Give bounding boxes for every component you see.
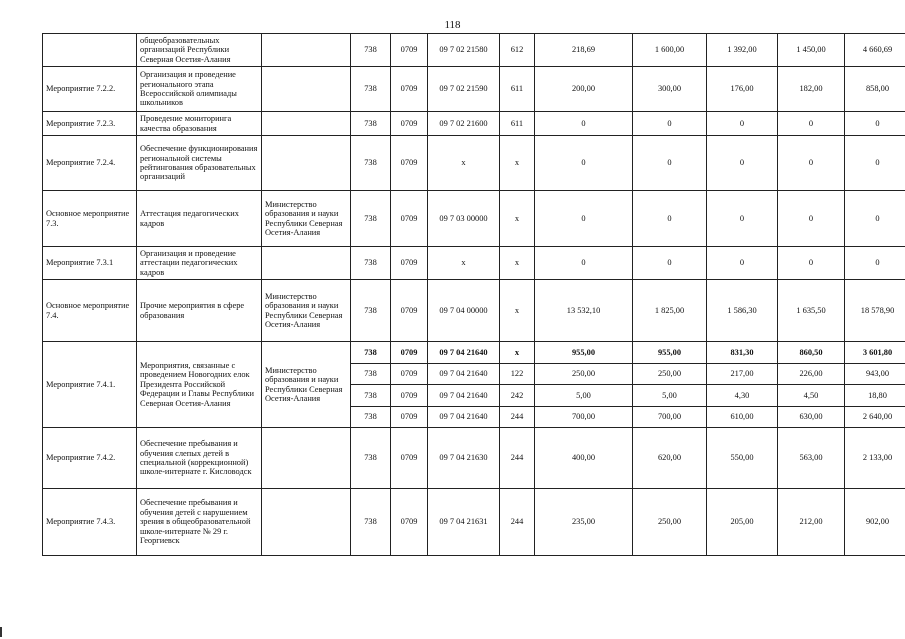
- activity-description-cell: общеобразовательных организаций Республики Северная Осетия-Алания: [137, 34, 262, 67]
- table-row: [43, 489, 905, 556]
- activity-name-cell: Мероприятие 7.4.3.: [43, 489, 137, 556]
- expense-type-cell: 122: [500, 364, 535, 385]
- expense-type-cell: 242: [500, 385, 535, 407]
- year3-cell: 0: [707, 136, 778, 191]
- total-cell: 902,00: [845, 489, 905, 556]
- year1-cell: 0: [535, 191, 633, 247]
- activity-name-cell: Основное мероприятие 7.4.: [43, 280, 137, 342]
- expense-type-cell: 244: [500, 489, 535, 556]
- target-article-cell: 09 7 02 21580: [428, 34, 500, 67]
- year4-cell: 0: [778, 136, 845, 191]
- total-cell: 4 660,69: [845, 34, 905, 67]
- grbs-cell: 738: [351, 34, 391, 67]
- year1-cell: 250,00: [535, 364, 633, 385]
- expense-type-cell: x: [500, 280, 535, 342]
- year1-cell: 5,00: [535, 385, 633, 407]
- year2-cell: 955,00: [633, 342, 707, 364]
- activity-description-cell: Организация и проведение аттестации педагогических кадров: [137, 247, 262, 280]
- section-cell: 0709: [391, 34, 428, 67]
- grbs-cell: 738: [351, 191, 391, 247]
- year4-cell: 860,50: [778, 342, 845, 364]
- table-row: [43, 191, 905, 247]
- year4-cell: 0: [778, 247, 845, 280]
- target-article-cell: 09 7 02 21590: [428, 67, 500, 112]
- target-article-cell: 09 7 04 00000: [428, 280, 500, 342]
- section-cell: 0709: [391, 247, 428, 280]
- year2-cell: 0: [633, 136, 707, 191]
- year4-cell: 4,50: [778, 385, 845, 407]
- executor-cell: [262, 34, 351, 67]
- activity-description-cell: Мероприятия, связанные с проведением Новогодних елок Президента Российской Федерации и Главы Республики Северная Осетия-Алания: [137, 342, 262, 428]
- total-cell: 0: [845, 191, 905, 247]
- expense-type-cell: x: [500, 136, 535, 191]
- target-article-cell: 09 7 04 21631: [428, 489, 500, 556]
- year2-cell: 700,00: [633, 407, 707, 428]
- year1-cell: 218,69: [535, 34, 633, 67]
- section-cell: 0709: [391, 489, 428, 556]
- year2-cell: 1 600,00: [633, 34, 707, 67]
- total-cell: 858,00: [845, 67, 905, 112]
- year2-cell: 620,00: [633, 428, 707, 489]
- target-article-cell: 09 7 04 21640: [428, 407, 500, 428]
- year3-cell: 217,00: [707, 364, 778, 385]
- year1-cell: 0: [535, 136, 633, 191]
- total-cell: 2 133,00: [845, 428, 905, 489]
- section-cell: 0709: [391, 136, 428, 191]
- year2-cell: 300,00: [633, 67, 707, 112]
- target-article-cell: 09 7 04 21640: [428, 342, 500, 364]
- section-cell: 0709: [391, 364, 428, 385]
- activity-description-cell: Обеспечение функционирования региональной системы рейтингования образовательных организаций: [137, 136, 262, 191]
- year1-cell: 955,00: [535, 342, 633, 364]
- grbs-cell: 738: [351, 280, 391, 342]
- expense-type-cell: x: [500, 247, 535, 280]
- grbs-cell: 738: [351, 136, 391, 191]
- year1-cell: 200,00: [535, 67, 633, 112]
- executor-cell: [262, 136, 351, 191]
- year2-cell: 0: [633, 247, 707, 280]
- year1-cell: 700,00: [535, 407, 633, 428]
- year3-cell: 550,00: [707, 428, 778, 489]
- grbs-cell: 738: [351, 247, 391, 280]
- target-article-cell: 09 7 04 21630: [428, 428, 500, 489]
- executor-cell: [262, 489, 351, 556]
- year4-cell: 226,00: [778, 364, 845, 385]
- total-cell: 943,00: [845, 364, 905, 385]
- section-cell: 0709: [391, 342, 428, 364]
- target-article-cell: 09 7 04 21640: [428, 385, 500, 407]
- section-cell: 0709: [391, 385, 428, 407]
- table-row: [43, 112, 905, 136]
- activity-name-cell: [43, 34, 137, 67]
- total-cell: 3 601,80: [845, 342, 905, 364]
- table-row: [43, 342, 905, 364]
- activity-name-cell: Мероприятие 7.2.3.: [43, 112, 137, 136]
- target-article-cell: x: [428, 136, 500, 191]
- activity-description-cell: Организация и проведение регионального этапа Всероссийской олимпиады школьников: [137, 67, 262, 112]
- table-row: [43, 280, 905, 342]
- grbs-cell: 738: [351, 112, 391, 136]
- year2-cell: 250,00: [633, 364, 707, 385]
- year4-cell: 1 635,50: [778, 280, 845, 342]
- year2-cell: 1 825,00: [633, 280, 707, 342]
- table-row: [43, 247, 905, 280]
- year1-cell: 235,00: [535, 489, 633, 556]
- grbs-cell: 738: [351, 364, 391, 385]
- year3-cell: 831,30: [707, 342, 778, 364]
- activity-name-cell: Мероприятие 7.2.4.: [43, 136, 137, 191]
- executor-cell: Министерство образования и науки Республики Северная Осетия-Алания: [262, 342, 351, 428]
- grbs-cell: 738: [351, 342, 391, 364]
- activity-name-cell: Мероприятие 7.3.1: [43, 247, 137, 280]
- grbs-cell: 738: [351, 385, 391, 407]
- total-cell: 0: [845, 247, 905, 280]
- activity-description-cell: Прочие мероприятия в сфере образования: [137, 280, 262, 342]
- year1-cell: 13 532,10: [535, 280, 633, 342]
- executor-cell: [262, 112, 351, 136]
- year3-cell: 1 392,00: [707, 34, 778, 67]
- year2-cell: 5,00: [633, 385, 707, 407]
- activity-description-cell: Обеспечение пребывания и обучения слепых детей в специальной (коррекционной) школе-интернате г. Кисловодск: [137, 428, 262, 489]
- budget-table: [42, 33, 905, 556]
- scan-edge-mark: [0, 627, 2, 637]
- target-article-cell: x: [428, 247, 500, 280]
- year4-cell: 630,00: [778, 407, 845, 428]
- year3-cell: 176,00: [707, 67, 778, 112]
- expense-type-cell: 244: [500, 428, 535, 489]
- section-cell: 0709: [391, 428, 428, 489]
- executor-cell: [262, 428, 351, 489]
- expense-type-cell: 244: [500, 407, 535, 428]
- grbs-cell: 738: [351, 428, 391, 489]
- expense-type-cell: 611: [500, 67, 535, 112]
- year4-cell: 0: [778, 112, 845, 136]
- activity-name-cell: Мероприятие 7.2.2.: [43, 67, 137, 112]
- total-cell: 0: [845, 136, 905, 191]
- table-row: [43, 428, 905, 489]
- table-row: [43, 136, 905, 191]
- year4-cell: 212,00: [778, 489, 845, 556]
- expense-type-cell: 612: [500, 34, 535, 67]
- total-cell: 18,80: [845, 385, 905, 407]
- section-cell: 0709: [391, 407, 428, 428]
- expense-type-cell: x: [500, 191, 535, 247]
- activity-name-cell: Мероприятие 7.4.2.: [43, 428, 137, 489]
- target-article-cell: 09 7 03 00000: [428, 191, 500, 247]
- expense-type-cell: 611: [500, 112, 535, 136]
- executor-cell: [262, 67, 351, 112]
- table-row: [43, 34, 905, 67]
- expense-type-cell: x: [500, 342, 535, 364]
- total-cell: 18 578,90: [845, 280, 905, 342]
- table-row: [43, 67, 905, 112]
- year3-cell: 610,00: [707, 407, 778, 428]
- year3-cell: 1 586,30: [707, 280, 778, 342]
- year4-cell: 0: [778, 191, 845, 247]
- total-cell: 0: [845, 112, 905, 136]
- activity-name-cell: Мероприятие 7.4.1.: [43, 342, 137, 428]
- year3-cell: 0: [707, 247, 778, 280]
- target-article-cell: 09 7 02 21600: [428, 112, 500, 136]
- year4-cell: 563,00: [778, 428, 845, 489]
- page-number: 118: [444, 19, 461, 31]
- section-cell: 0709: [391, 191, 428, 247]
- grbs-cell: 738: [351, 407, 391, 428]
- activity-name-cell: Основное мероприятие 7.3.: [43, 191, 137, 247]
- target-article-cell: 09 7 04 21640: [428, 364, 500, 385]
- year3-cell: 0: [707, 191, 778, 247]
- year2-cell: 0: [633, 112, 707, 136]
- section-cell: 0709: [391, 280, 428, 342]
- year4-cell: 182,00: [778, 67, 845, 112]
- section-cell: 0709: [391, 67, 428, 112]
- activity-description-cell: Проведение мониторинга качества образования: [137, 112, 262, 136]
- total-cell: 2 640,00: [845, 407, 905, 428]
- grbs-cell: 738: [351, 489, 391, 556]
- year2-cell: 0: [633, 191, 707, 247]
- section-cell: 0709: [391, 112, 428, 136]
- year2-cell: 250,00: [633, 489, 707, 556]
- year4-cell: 1 450,00: [778, 34, 845, 67]
- activity-description-cell: Обеспечение пребывания и обучения детей с нарушением зрения в общеобразовательной школе-интернате № 29 г. Георгиевск: [137, 489, 262, 556]
- year1-cell: 400,00: [535, 428, 633, 489]
- year1-cell: 0: [535, 247, 633, 280]
- year3-cell: 4,30: [707, 385, 778, 407]
- executor-cell: Министерство образования и науки Республики Северная Осетия-Алания: [262, 191, 351, 247]
- year1-cell: 0: [535, 112, 633, 136]
- grbs-cell: 738: [351, 67, 391, 112]
- activity-description-cell: Аттестация педагогических кадров: [137, 191, 262, 247]
- executor-cell: [262, 247, 351, 280]
- year3-cell: 0: [707, 112, 778, 136]
- executor-cell: Министерство образования и науки Республики Северная Осетия-Алания: [262, 280, 351, 342]
- year3-cell: 205,00: [707, 489, 778, 556]
